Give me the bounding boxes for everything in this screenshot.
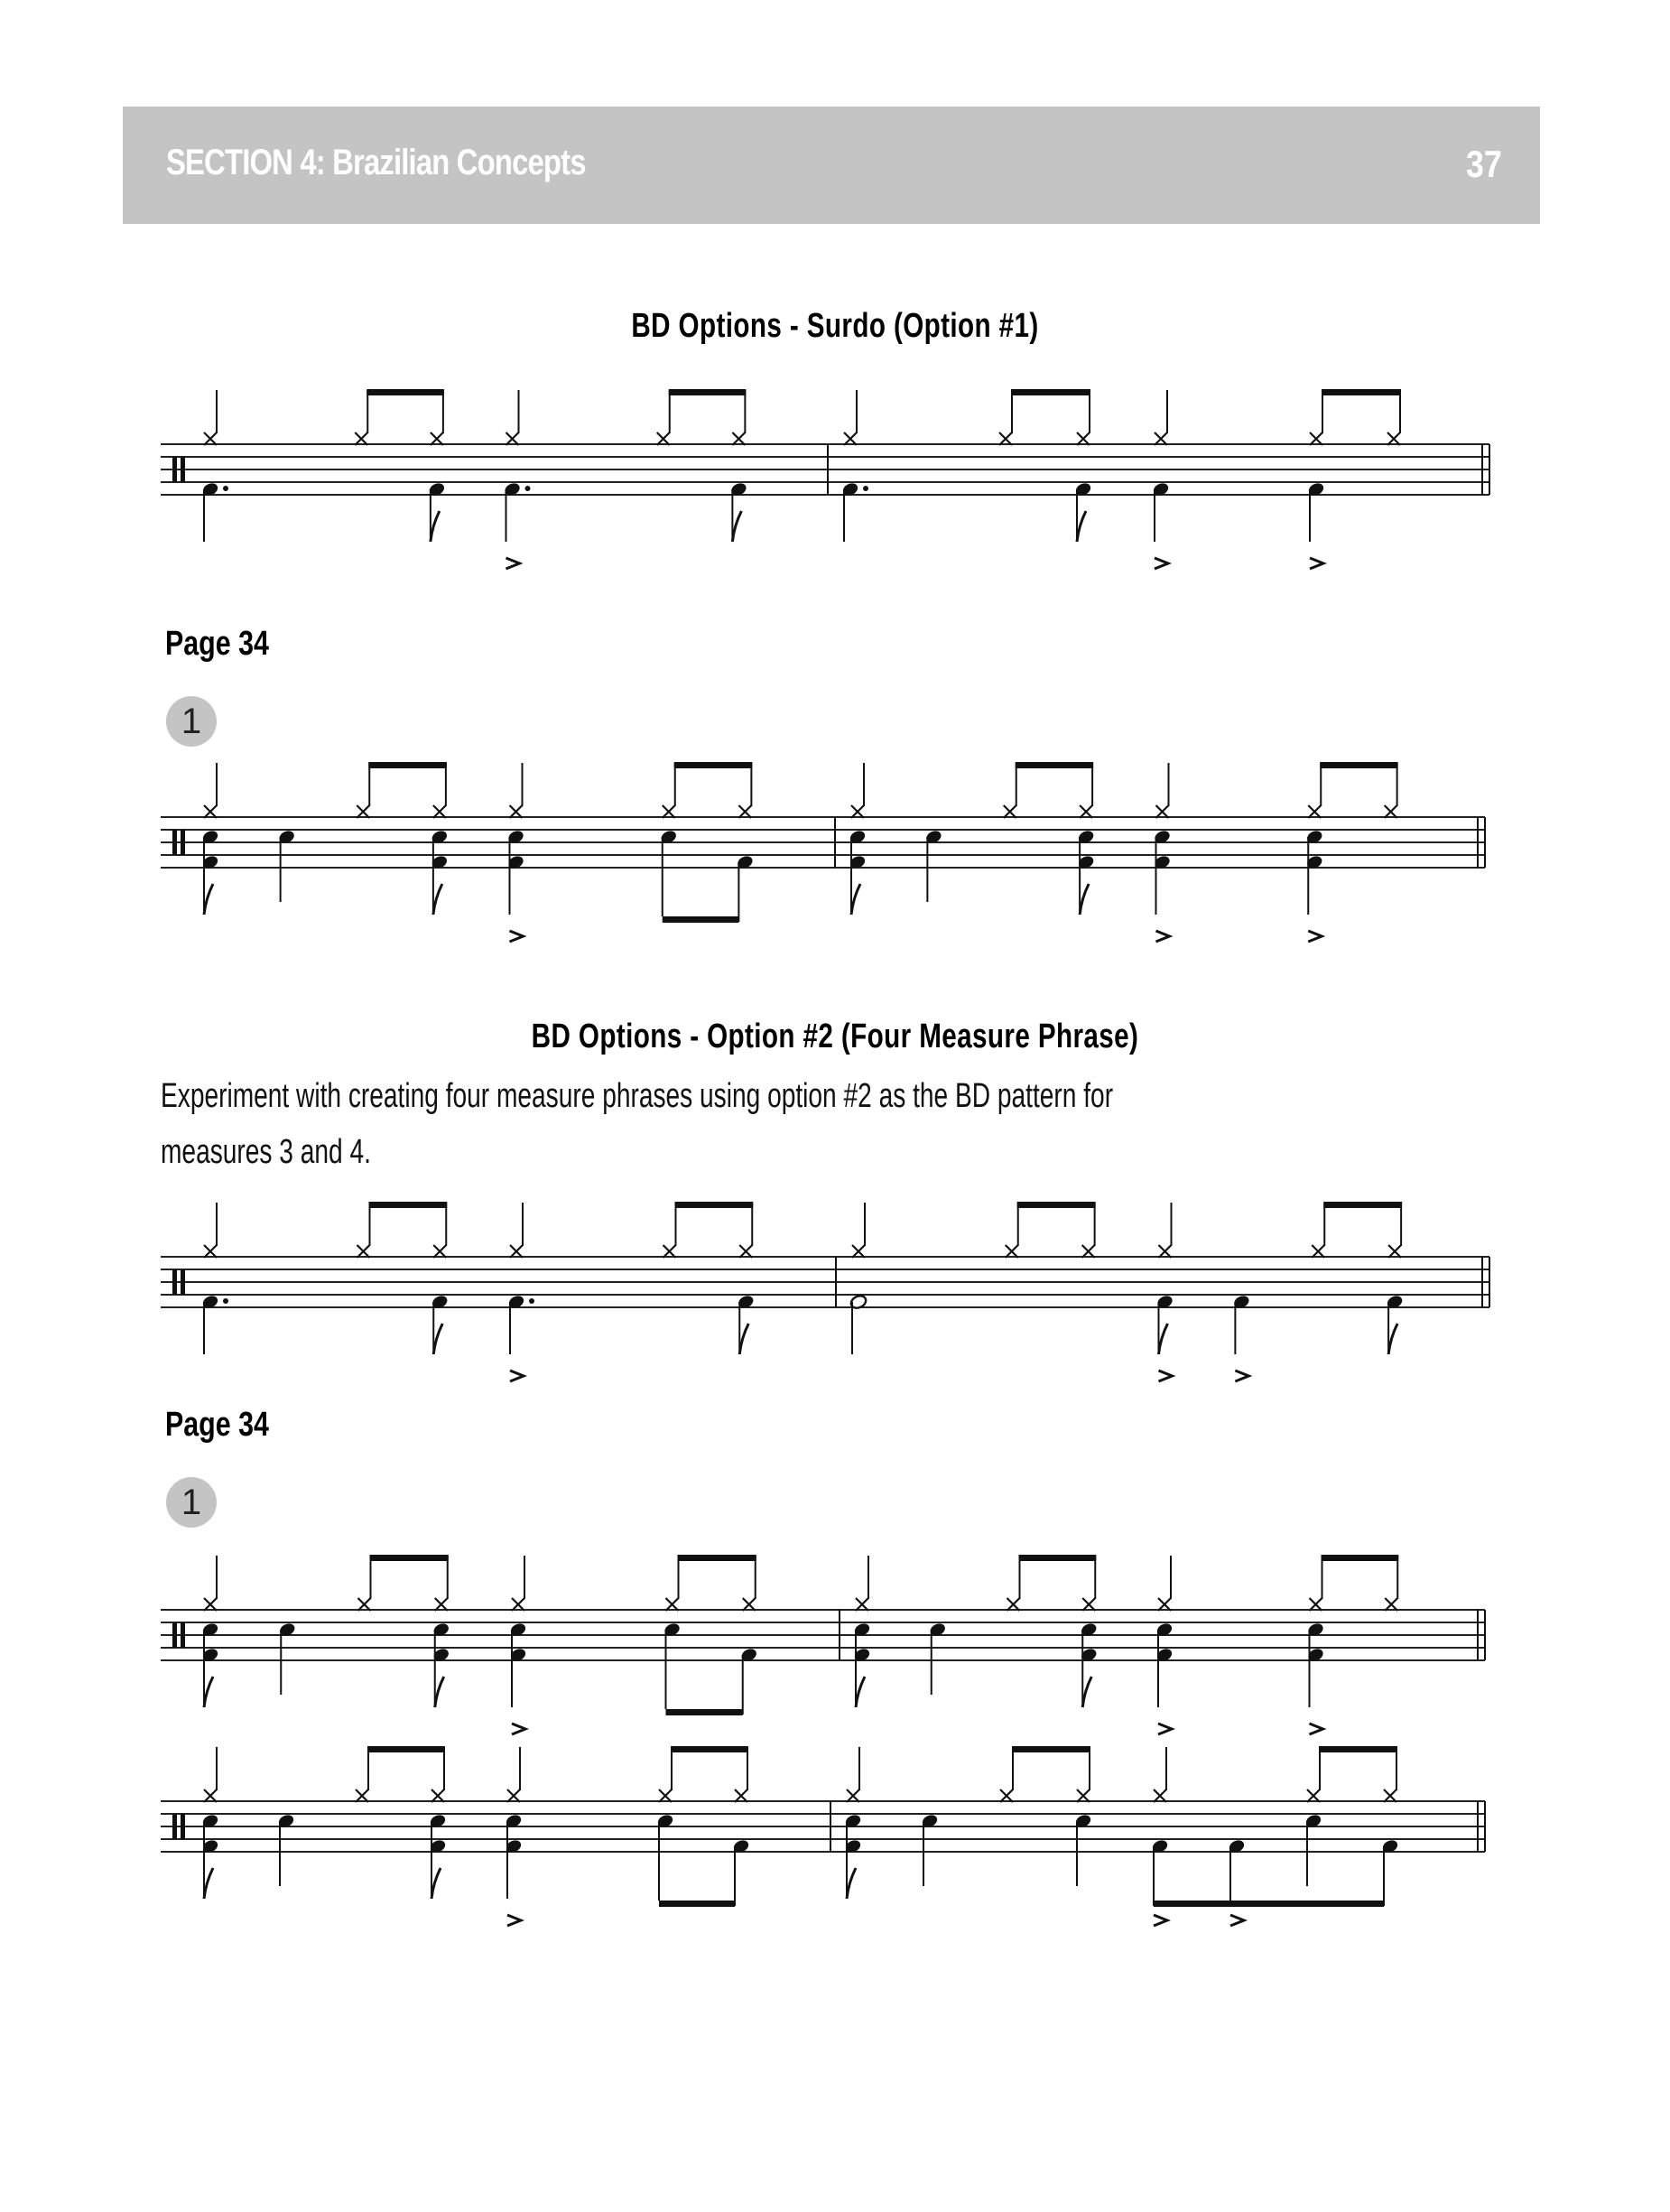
hihat-x-notehead (433, 1245, 446, 1258)
hihat-beam (671, 1746, 748, 1752)
percussion-clef (181, 1269, 185, 1295)
hihat-x-notehead (657, 432, 670, 445)
hihat-x-notehead (512, 1598, 524, 1611)
eighth-flag (739, 1324, 748, 1354)
dot (223, 486, 228, 491)
hihat-x-notehead (204, 805, 217, 818)
eighth-flag (431, 511, 440, 542)
hihat-x-notehead (1385, 805, 1397, 818)
dot (223, 1298, 228, 1304)
hihat-x-notehead (507, 1789, 520, 1802)
exercise-number-badge: 1 (166, 696, 217, 747)
percussion-clef (181, 830, 185, 855)
accent-mark (1154, 1915, 1167, 1926)
accent-mark (1310, 558, 1323, 569)
hihat-x-notehead (1385, 1598, 1397, 1611)
hihat-beam (1016, 762, 1093, 768)
bass-drum-beam (663, 916, 739, 923)
hihat-x-notehead (999, 432, 1012, 445)
eighth-flag (847, 1868, 856, 1899)
hihat-beam (1322, 389, 1401, 395)
eighth-flag (204, 1677, 213, 1707)
accent-mark (507, 1915, 521, 1926)
hihat-x-notehead (358, 1598, 371, 1611)
hihat-x-notehead (1007, 1598, 1020, 1611)
page-reference: Page 34 (165, 1406, 269, 1444)
accent-mark (1310, 1724, 1323, 1734)
hihat-beam (366, 389, 444, 395)
percussion-clef (172, 830, 177, 855)
hihat-x-notehead (1158, 1598, 1171, 1611)
exercise-number-badge: 1 (166, 1477, 217, 1528)
hihat-x-notehead (355, 432, 367, 445)
heading-surdo-option-1: BD Options - Surdo (Option #1) (631, 307, 1039, 345)
hihat-x-notehead (1159, 1245, 1172, 1258)
hihat-beam (675, 1202, 754, 1208)
hihat-x-notehead (510, 805, 523, 818)
accent-mark (1308, 931, 1322, 942)
eighth-flag (204, 1868, 213, 1899)
section-title: SECTION 4: Brazilian Concepts (166, 143, 586, 182)
hihat-x-notehead (1387, 432, 1400, 445)
hihat-x-notehead (1307, 1789, 1320, 1802)
hihat-x-notehead (735, 1789, 747, 1802)
hihat-x-notehead (1000, 1789, 1013, 1802)
hihat-x-notehead (357, 1245, 370, 1258)
hihat-x-notehead (1156, 805, 1169, 818)
hihat-x-notehead (659, 1789, 672, 1802)
dot (863, 486, 868, 491)
percussion-clef (172, 1622, 177, 1648)
hihat-x-notehead (852, 1245, 865, 1258)
hihat-x-notehead (1077, 432, 1090, 445)
percussion-clef (172, 1269, 177, 1295)
percussion-clef (181, 1622, 185, 1648)
hihat-x-notehead (663, 805, 675, 818)
accent-mark (512, 1724, 525, 1734)
page-reference: Page 34 (165, 625, 269, 663)
hihat-beam (1017, 1202, 1096, 1208)
bass-drum-beam (1154, 1901, 1384, 1907)
bass-drum-beam (659, 1901, 735, 1907)
description-line-2: measures 3 and 4. (161, 1133, 371, 1171)
hihat-x-notehead (1384, 1789, 1396, 1802)
hihat-x-notehead (1310, 1598, 1322, 1611)
hihat-x-notehead (506, 432, 519, 445)
hihat-x-notehead (1154, 1789, 1166, 1802)
accent-mark (1159, 1371, 1173, 1381)
hihat-x-notehead (1004, 805, 1016, 818)
hihat-x-notehead (1155, 432, 1167, 445)
heading-option-2: BD Options - Option #2 (Four Measure Phrase) (531, 1018, 1139, 1055)
dot (529, 1298, 534, 1304)
hihat-x-notehead (510, 1245, 523, 1258)
hihat-x-notehead (851, 805, 864, 818)
eighth-flag (1077, 511, 1086, 542)
hihat-beam (1012, 1746, 1090, 1752)
hihat-beam (669, 389, 747, 395)
hihat-x-notehead (1080, 805, 1092, 818)
hihat-x-notehead (204, 432, 217, 445)
eighth-flag (1082, 1677, 1091, 1707)
hihat-x-notehead (1082, 1598, 1095, 1611)
hihat-x-notehead (663, 1245, 676, 1258)
hihat-beam (370, 1555, 449, 1561)
accent-mark (1235, 1371, 1248, 1381)
hihat-beam (1320, 762, 1397, 768)
hihat-x-notehead (204, 1789, 217, 1802)
eighth-flag (851, 884, 860, 915)
hihat-x-notehead (847, 1789, 859, 1802)
hihat-x-notehead (856, 1598, 868, 1611)
hihat-x-notehead (1006, 1245, 1018, 1258)
eighth-flag (1388, 1324, 1397, 1354)
hihat-x-notehead (732, 432, 745, 445)
percussion-clef (181, 1814, 185, 1839)
description-line-1: Experiment with creating four measure phrases using option #2 as the BD pattern for (161, 1077, 1114, 1115)
hihat-x-notehead (435, 1598, 448, 1611)
eighth-flag (431, 1868, 441, 1899)
accent-mark (1156, 931, 1170, 942)
hihat-beam (674, 762, 753, 768)
hihat-beam (1322, 1555, 1399, 1561)
accent-mark (1155, 558, 1168, 569)
percussion-clef (172, 1814, 177, 1839)
eighth-flag (856, 1677, 865, 1707)
eighth-flag (1080, 884, 1089, 915)
hihat-x-notehead (1308, 805, 1321, 818)
eighth-flag (204, 884, 213, 915)
accent-mark (1158, 1724, 1172, 1734)
hihat-x-notehead (1312, 1245, 1324, 1258)
hihat-beam (368, 762, 447, 768)
hihat-beam (678, 1555, 756, 1561)
hihat-beam (1011, 389, 1090, 395)
hihat-beam (1319, 1746, 1397, 1752)
page-number: 37 (1466, 143, 1502, 185)
bass-drum-beam (666, 1709, 743, 1715)
hihat-x-notehead (433, 805, 446, 818)
dot (525, 486, 531, 491)
hihat-x-notehead (743, 1598, 756, 1611)
percussion-clef (181, 457, 185, 482)
hihat-x-notehead (738, 805, 751, 818)
hihat-x-notehead (844, 432, 857, 445)
eighth-flag (433, 884, 442, 915)
hihat-x-notehead (356, 1789, 368, 1802)
hihat-beam (1019, 1555, 1097, 1561)
accent-mark (506, 558, 520, 569)
eighth-flag (1159, 1324, 1168, 1354)
hihat-beam (1323, 1202, 1402, 1208)
eighth-flag (732, 511, 741, 542)
hihat-x-notehead (1082, 1245, 1095, 1258)
hihat-x-notehead (357, 805, 369, 818)
accent-mark (1230, 1915, 1244, 1926)
hihat-x-notehead (204, 1598, 217, 1611)
hihat-beam (367, 1746, 445, 1752)
hihat-x-notehead (204, 1245, 217, 1258)
hihat-x-notehead (1310, 432, 1322, 445)
hihat-x-notehead (1077, 1789, 1090, 1802)
eighth-flag (433, 1324, 442, 1354)
hihat-x-notehead (666, 1598, 679, 1611)
percussion-clef (172, 457, 177, 482)
accent-mark (510, 1371, 524, 1381)
hihat-x-notehead (431, 432, 443, 445)
hihat-beam (369, 1202, 448, 1208)
eighth-flag (435, 1677, 444, 1707)
hihat-x-notehead (431, 1789, 444, 1802)
hihat-x-notehead (739, 1245, 752, 1258)
accent-mark (510, 931, 524, 942)
hihat-x-notehead (1388, 1245, 1401, 1258)
